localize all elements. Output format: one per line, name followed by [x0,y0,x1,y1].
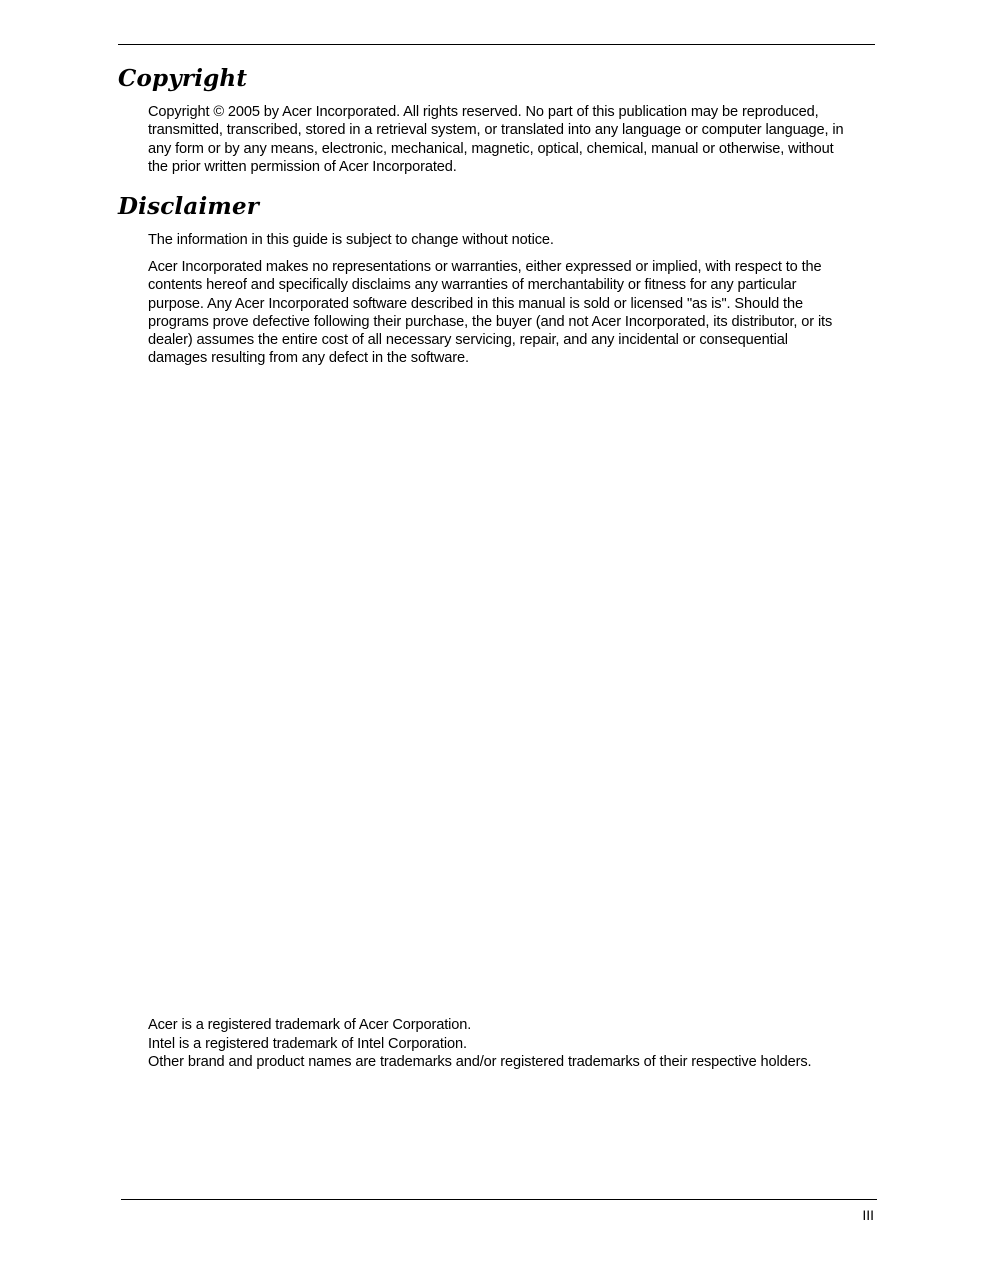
top-divider [118,44,875,45]
footer-divider [121,1199,877,1200]
trademark-acer: Acer is a registered trademark of Acer Corporation. [148,1017,472,1033]
disclaimer-notice: The information in this guide is subject to change without notice. [148,232,554,248]
disclaimer-heading: Disclaimer [118,193,260,220]
trademark-notices [148,1016,878,1072]
page-number: III [862,1207,874,1223]
disclaimer-paragraph: Acer Incorporated makes no representations or warranties, either expressed or implied, with respect to the contents hereof and specifically disclaims any warranties of merchantability or fitness for any particular purpose. Any Acer Incorporated software described in this manual is sold or licensed "as is". Should the programs prove defective following their purchase, the buyer (and not Acer Incorporated, its distributor, or its dealer) assumes the entire cost of all necessary servicing, repair, and any incidental or consequential damages resulting from any defect in the software. [148,259,833,367]
copyright-heading: Copyright [118,65,248,92]
trademark-other: Other brand and product names are trademarks and/or registered trademarks of their respective holders. [148,1054,812,1070]
trademark-intel: Intel is a registered trademark of Intel Corporation. [148,1035,467,1052]
copyright-paragraph: Copyright © 2005 by Acer Incorporated. All rights reserved. No part of this publication may be reproduced, transmitted, transcribed, stored in a retrieval system, or translated into any language or computer language, in any form or by any means, electronic, mechanical, magnetic, optical, chemical, manual or otherwise, without the prior written permission of Acer Incorporated. [148,104,844,175]
